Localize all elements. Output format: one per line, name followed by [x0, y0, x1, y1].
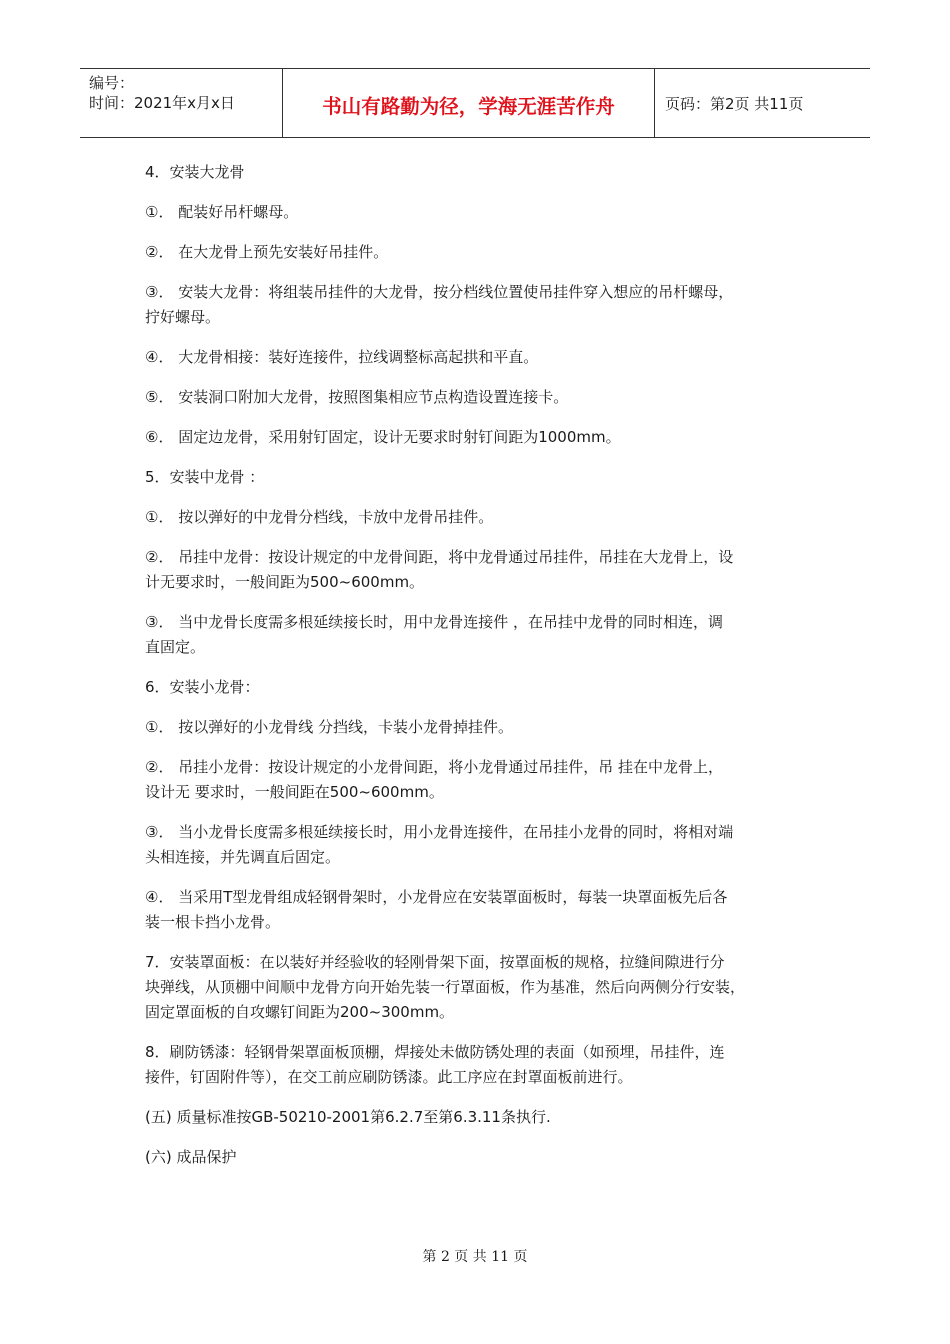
paragraph-line: (六) 成品保护	[145, 1148, 237, 1166]
body-paragraph	[145, 1040, 810, 1090]
header-motto: 书山有路勤为径，学海无涯苦作舟	[322, 95, 615, 118]
body-paragraph	[145, 885, 810, 935]
paragraph-line: ⑥． 固定边龙骨，采用射钉固定，设计无要求时射钉间距为1000mm。	[145, 428, 621, 446]
paragraph-line: 8．刷防锈漆：轻钢骨架罩面板顶棚，焊接处未做防锈处理的表面（如预埋，吊挂件，连	[145, 1043, 725, 1061]
paragraph-line: 块弹线，从顶棚中间顺中龙骨方向开始先装一行罩面板，作为基准，然后向两侧分行安装，	[145, 978, 746, 996]
paragraph-line: ③． 当小龙骨长度需多根延续接长时，用小龙骨连接件，在吊挂小龙骨的同时，将相对端	[145, 823, 734, 841]
paragraph-line: 直固定。	[145, 638, 206, 656]
paragraph-line: ①． 按以弹好的小龙骨线 分挡线，卡装小龙骨掉挂件。	[145, 718, 513, 736]
paragraph-line: 固定罩面板的自攻螺钉间距为200~300mm。	[145, 1003, 455, 1021]
body-paragraph	[145, 160, 810, 185]
body-paragraph	[145, 425, 810, 450]
body-paragraph	[145, 820, 810, 870]
document-header	[80, 68, 870, 138]
paragraph-line: ⑤． 安装洞口附加大龙骨，按照图集相应节点构造设置连接卡。	[145, 388, 569, 406]
paragraph-line: (五) 质量标准按GB-50210-2001第6.2.7至第6.3.11条执行.	[145, 1108, 551, 1126]
paragraph-line: 头相连接，并先调直后固定。	[145, 848, 341, 866]
header-page-info: 页码：第2页 共11页	[665, 94, 804, 113]
paragraph-line: 装一根卡挡小龙骨。	[145, 913, 281, 931]
paragraph-line: ①． 配装好吊杆螺母。	[145, 203, 299, 221]
document-number-label: 编号：	[89, 74, 135, 92]
paragraph-line: 拧好螺母。	[145, 308, 221, 326]
paragraph-line: 4．安装大龙骨	[145, 163, 245, 181]
body-paragraph	[145, 715, 810, 740]
paragraph-line: 计无要求时，一般间距为500~600mm。	[145, 573, 425, 591]
document-date-label: 时间：2021年x月x日	[89, 94, 235, 112]
paragraph-line: 5．安装中龙骨 ：	[145, 468, 265, 486]
body-paragraph	[145, 675, 810, 700]
paragraph-line: ②． 在大龙骨上预先安装好吊挂件。	[145, 243, 389, 261]
body-paragraph	[145, 345, 810, 370]
page-footer: 第 2 页 共 11 页	[422, 1249, 528, 1265]
paragraph-line: ④． 大龙骨相接：装好连接件，拉线调整标高起拱和平直。	[145, 348, 539, 366]
paragraph-line: ①． 按以弹好的中龙骨分档线，卡放中龙骨吊挂件。	[145, 508, 494, 526]
paragraph-line: 7．安装罩面板：在以装好并经验收的轻刚骨架下面，按罩面板的规格，拉缝间隙进行分	[145, 953, 725, 971]
body-paragraph	[145, 950, 810, 1025]
paragraph-line: 6．安装小龙骨：	[145, 678, 260, 696]
paragraph-line: 接件，钉固附件等），在交工前应刷防锈漆。此工序应在封罩面板前进行。	[145, 1068, 633, 1086]
paragraph-line: ②． 吊挂小龙骨：按设计规定的小龙骨间距，将小龙骨通过吊挂件，吊 挂在中龙骨上，	[145, 758, 723, 776]
header-motto-cell	[282, 69, 655, 137]
body-paragraph	[145, 1105, 810, 1130]
body-paragraph	[145, 465, 810, 490]
paragraph-line: ③． 当中龙骨长度需多根延续接长时，用中龙骨连接件 ，在吊挂中龙骨的同时相连，调	[145, 613, 723, 631]
body-paragraph	[145, 545, 810, 595]
paragraph-line: ②． 吊挂中龙骨：按设计规定的中龙骨间距，将中龙骨通过吊挂件，吊挂在大龙骨上，设	[145, 548, 734, 566]
body-paragraph	[145, 505, 810, 530]
body-paragraph	[145, 1145, 810, 1170]
header-meta-cell	[80, 69, 282, 137]
body-paragraph	[145, 755, 810, 805]
paragraph-line: ④． 当采用T型龙骨组成轻钢骨架时，小龙骨应在安装罩面板时，每装一块罩面板先后各	[145, 888, 728, 906]
body-paragraph	[145, 280, 810, 330]
paragraph-line: ③． 安装大龙骨：将组装吊挂件的大龙骨，按分档线位置使吊挂件穿入想应的吊杆螺母，	[145, 283, 734, 301]
body-paragraph	[145, 610, 810, 660]
body-paragraph	[145, 200, 810, 225]
body-paragraph	[145, 240, 810, 265]
header-page-cell	[655, 69, 870, 137]
body-paragraph	[145, 385, 810, 410]
paragraph-line: 设计无 要求时，一般间距在500~600mm。	[145, 783, 444, 801]
